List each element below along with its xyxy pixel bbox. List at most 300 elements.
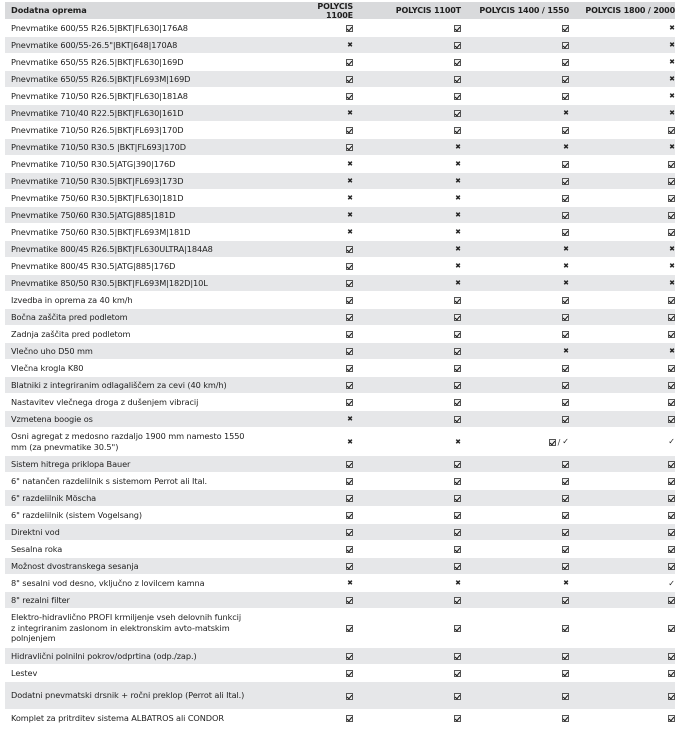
checkbox-checked-icon [562,382,569,389]
cell-value [346,142,353,152]
cell-polycis-1100e [291,91,353,101]
cell-value [562,312,569,322]
checkbox-checked-icon [454,331,461,338]
cell-polycis-1100t [353,91,461,101]
checkbox-checked-icon [562,42,569,49]
cell-value [668,544,675,554]
cell-polycis-1100t [353,346,461,356]
cell-value [454,108,461,118]
cell-polycis-1400-1550 [461,578,569,588]
cell-value [454,329,461,339]
checkbox-checked-icon [549,439,556,446]
cell-value [668,510,675,520]
cell-value [668,380,675,390]
x-mark-icon: ✖ [669,347,675,355]
x-mark-icon: ✖ [563,347,569,355]
checkbox-checked-icon [562,59,569,66]
cell-polycis-1800-2000 [569,159,675,169]
row-label: Pnevmatike 600/55-26.5"|BKT|648|170A8 [11,39,178,50]
cell-value [346,261,353,271]
x-mark-icon: ✖ [563,262,569,270]
checkbox-checked-icon [562,478,569,485]
table-row [5,207,675,224]
cell-polycis-1800-2000 [569,691,675,701]
cell-polycis-1100t [353,363,461,373]
x-mark-icon: ✖ [669,262,675,270]
cell-polycis-1100t [353,312,461,322]
row-label: Vlečno uho D50 mm [11,345,93,356]
checkbox-checked-icon [454,546,461,553]
cell-value [669,261,675,271]
checkbox-checked-icon [562,195,569,202]
cell-polycis-1800-2000 [569,227,675,237]
checkbox-checked-icon [562,653,569,660]
cell-polycis-1100e [291,261,353,271]
cell-polycis-1100e [291,459,353,469]
cell-polycis-1800-2000 [569,414,675,424]
checkbox-checked-icon [668,512,675,519]
checkbox-checked-icon [668,563,675,570]
table-row [5,609,675,648]
checkbox-checked-icon [668,495,675,502]
checkbox-checked-icon [562,25,569,32]
table-row [5,360,675,377]
cell-polycis-1400-1550 [461,74,569,84]
cell-polycis-1100t [353,437,461,447]
row-label: 6" razdelilnik (sistem Vogelsang) [11,509,142,520]
cell-polycis-1800-2000 [569,329,675,339]
cell-polycis-1100e [291,227,353,237]
x-mark-icon: ✖ [455,211,461,219]
cell-polycis-1800-2000 [569,493,675,503]
x-mark-icon: ✖ [455,437,461,446]
cell-polycis-1400-1550 [461,595,569,605]
table-row [5,20,675,37]
checkbox-checked-icon [562,563,569,570]
x-mark-icon: ✖ [347,415,353,423]
x-mark-icon: ✖ [455,177,461,185]
cell-value [668,295,675,305]
header-col-1800-2000: POLYCIS 1800 / 2000 [585,6,675,15]
cell-polycis-1100t [353,295,461,305]
checkbox-checked-icon [562,597,569,604]
x-mark-icon: ✖ [455,579,461,587]
checkbox-checked-icon [668,529,675,536]
cell-value [346,510,353,520]
checkbox-checked-icon [668,461,675,468]
x-mark-icon: ✖ [669,75,675,83]
row-label: Pnevmatike 710/40 R22.5|BKT|FL630|161D [11,107,184,118]
cell-polycis-1100t [353,380,461,390]
cell-value [454,346,461,356]
table-row [5,541,675,558]
equipment-table [5,2,675,727]
cell-value [562,623,569,633]
header-col-1400-1550: POLYCIS 1400 / 1550 [479,6,569,15]
cell-value [454,595,461,605]
cell-value [668,595,675,605]
x-mark-icon: ✖ [455,279,461,287]
checkbox-checked-icon [668,597,675,604]
checkbox-checked-icon [346,365,353,372]
x-mark-icon: ✖ [563,143,569,151]
x-mark-icon: ✖ [669,143,675,151]
cell-value [668,713,675,723]
cell-value [562,91,569,101]
table-row [5,241,675,258]
cell-polycis-1400-1550 [461,713,569,723]
table-row [5,88,675,105]
row-label: Pnevmatike 850/50 R30.5|BKT|FL693M|182D|10L [11,277,208,288]
x-mark-icon: ✖ [455,228,461,236]
x-mark-icon: ✖ [455,160,461,168]
x-mark-icon: ✖ [347,109,353,117]
cell-value [668,691,675,701]
checkbox-checked-icon [668,314,675,321]
cell-value [454,363,461,373]
checkmark-icon: ✓ [668,437,675,446]
checkbox-checked-icon [454,110,461,117]
checkbox-checked-icon [562,178,569,185]
cell-polycis-1100t [353,125,461,135]
cell-polycis-1400-1550 [461,227,569,237]
cell-polycis-1400-1550 [461,295,569,305]
cell-polycis-1100t [353,544,461,554]
table-row [5,490,675,507]
cell-polycis-1800-2000 [569,312,675,322]
checkbox-checked-icon [668,229,675,236]
checkbox-checked-icon [562,76,569,83]
table-row [5,394,675,411]
cell-value [668,329,675,339]
checkbox-checked-icon [668,195,675,202]
cell-value [346,476,353,486]
cell-polycis-1100t [353,278,461,288]
table-row [5,411,675,428]
checkbox-checked-icon [346,76,353,83]
cell-value [346,23,353,33]
cell-value [668,459,675,469]
table-row [5,377,675,394]
cell-polycis-1100e [291,125,353,135]
checkbox-checked-icon [454,297,461,304]
cell-value [454,691,461,701]
checkbox-checked-icon [668,297,675,304]
cell-value [454,380,461,390]
cell-value [454,544,461,554]
cell-value [346,57,353,67]
row-label: Vzmetena boogie os [11,413,93,424]
checkbox-checked-icon [346,246,353,253]
row-label: Blatniki z integriranim odlagališčem za cevi (40 km/h) [11,379,227,390]
checkbox-checked-icon [454,478,461,485]
checkbox-checked-icon [454,670,461,677]
cell-value [669,40,675,50]
table-row [5,592,675,609]
row-label: 6" razdelilnik Möscha [11,492,97,503]
table-row [5,710,675,727]
cell-polycis-1800-2000 [569,108,675,118]
row-label: Vlečna krogla K80 [11,362,84,373]
cell-value [346,527,353,537]
cell-value [346,312,353,322]
checkbox-checked-icon [668,478,675,485]
cell-polycis-1100t [353,23,461,33]
checkbox-checked-icon [346,512,353,519]
cell-polycis-1100e [291,544,353,554]
cell-polycis-1100e [291,329,353,339]
cell-polycis-1100e [291,159,353,169]
cell-value [668,159,675,169]
cell-polycis-1100e [291,561,353,571]
cell-polycis-1100e [291,623,353,633]
checkbox-checked-icon [562,161,569,168]
cell-value [669,278,675,288]
cell-polycis-1100e [291,363,353,373]
header-col-1100t: POLYCIS 1100T [395,6,461,15]
cell-polycis-1400-1550 [461,210,569,220]
cell-value [668,527,675,537]
cell-polycis-1400-1550 [461,244,569,254]
table-row [5,456,675,473]
checkbox-checked-icon [454,512,461,519]
checkbox-checked-icon [346,263,353,270]
checkbox-checked-icon [454,416,461,423]
cell-polycis-1400-1550 [461,414,569,424]
cell-value [562,363,569,373]
row-label: Komplet za pritrditev sistema ALBATROS ali CONDOR [11,712,224,723]
row-label: Pnevmatike 710/50 R30.5|BKT|FL693|173D [11,175,184,186]
row-label: Pnevmatike 650/55 R26.5|BKT|FL693M|169D [11,73,191,84]
checkbox-checked-icon [562,416,569,423]
cell-value [454,527,461,537]
cell-polycis-1100e [291,23,353,33]
cell-value [669,346,675,356]
checkbox-checked-icon [346,461,353,468]
row-label: Lestev [11,667,38,678]
cell-value [454,651,461,661]
cell-value [346,380,353,390]
cell-polycis-1100t [353,668,461,678]
cell-polycis-1100e [291,713,353,723]
cell-value [346,595,353,605]
cell-value [562,380,569,390]
cell-value [346,244,353,254]
cell-polycis-1400-1550 [461,397,569,407]
cell-value [562,527,569,537]
cell-value [669,57,675,67]
checkbox-checked-icon [454,365,461,372]
cell-polycis-1400-1550 [461,142,569,152]
x-mark-icon: ✖ [347,194,353,202]
cell-polycis-1100t [353,210,461,220]
cell-polycis-1800-2000 [569,91,675,101]
table-row [5,473,675,490]
x-mark-icon: ✖ [347,579,353,587]
cell-polycis-1100t [353,142,461,152]
cell-polycis-1400-1550 [461,437,569,447]
cell-value [562,595,569,605]
cell-value [562,651,569,661]
cell-polycis-1800-2000 [569,595,675,605]
checkbox-checked-icon [562,399,569,406]
row-label: Pnevmatike 750/60 R30.5|ATG|885|181D [11,209,176,220]
cell-value [562,176,569,186]
cell-polycis-1800-2000 [569,193,675,203]
checkbox-checked-icon [562,512,569,519]
cell-polycis-1100t [353,329,461,339]
cell-value [549,437,569,447]
checkbox-checked-icon [562,331,569,338]
cell-polycis-1400-1550 [461,159,569,169]
checkbox-checked-icon [668,382,675,389]
cell-value [562,23,569,33]
row-label: Pnevmatike 710/50 R30.5|ATG|390|176D [11,158,176,169]
table-row [5,558,675,575]
cell-polycis-1800-2000 [569,578,675,588]
row-label: Izvedba in oprema za 40 km/h [11,294,133,305]
table-row [5,71,675,88]
cell-value [562,713,569,723]
cell-polycis-1400-1550 [461,459,569,469]
cell-polycis-1400-1550 [461,691,569,701]
table-row [5,224,675,241]
cell-value [562,295,569,305]
checkbox-checked-icon [346,563,353,570]
row-label: Možnost dvostranskega sesanja [11,560,139,571]
cell-polycis-1100e [291,510,353,520]
x-mark-icon: ✖ [563,279,569,287]
cell-value [668,397,675,407]
header-label: Dodatna oprema [11,5,87,16]
checkbox-checked-icon [562,212,569,219]
cell-value [346,125,353,135]
checkbox-checked-icon [454,495,461,502]
cell-polycis-1100t [353,74,461,84]
cell-polycis-1100e [291,108,353,118]
cell-polycis-1800-2000 [569,510,675,520]
checkbox-checked-icon [346,625,353,632]
cell-polycis-1100t [353,578,461,588]
cell-value [454,397,461,407]
checkbox-checked-icon [346,348,353,355]
cell-polycis-1800-2000 [569,40,675,50]
cell-value [454,459,461,469]
cell-value [454,668,461,678]
x-mark-icon: ✖ [669,109,675,117]
cell-value [346,278,353,288]
checkbox-checked-icon [346,314,353,321]
cell-polycis-1100e [291,668,353,678]
checkbox-checked-icon [454,25,461,32]
cell-value [562,510,569,520]
cell-value [668,437,675,447]
cell-value [346,493,353,503]
checkbox-checked-icon [346,670,353,677]
cell-value [346,295,353,305]
checkbox-checked-icon [454,348,461,355]
cell-polycis-1800-2000 [569,244,675,254]
cell-value [668,578,675,588]
table-row [5,173,675,190]
cell-polycis-1100e [291,346,353,356]
row-label: Bočna zaščita pred podletom [11,311,128,322]
checkbox-checked-icon [346,597,353,604]
cell-polycis-1800-2000 [569,561,675,571]
cell-polycis-1100e [291,476,353,486]
cell-value [346,459,353,469]
checkbox-checked-icon [346,382,353,389]
cell-value [346,713,353,723]
checkbox-checked-icon [346,25,353,32]
row-label: Direktni vod [11,526,60,537]
row-label: Nastavitev vlečnega droga z dušenjem vibracij [11,396,199,407]
cell-value [454,295,461,305]
checkbox-checked-icon [562,670,569,677]
checkbox-checked-icon [346,59,353,66]
cell-polycis-1100e [291,414,353,424]
cell-value [562,40,569,50]
cell-polycis-1100e [291,595,353,605]
checkbox-checked-icon [562,693,569,700]
x-mark-icon: ✖ [563,245,569,253]
cell-polycis-1800-2000 [569,74,675,84]
cell-value [454,713,461,723]
cell-value [454,40,461,50]
checkbox-checked-icon [454,59,461,66]
table-body [5,20,675,727]
table-row [5,105,675,122]
cell-value [562,691,569,701]
checkbox-checked-icon [454,529,461,536]
cell-value [669,74,675,84]
row-label: Sesalna roka [11,543,63,554]
cell-polycis-1100t [353,561,461,571]
cell-value [454,623,461,633]
table-header-row [5,2,675,20]
cell-polycis-1100t [353,623,461,633]
cell-polycis-1800-2000 [569,476,675,486]
cell-value [454,493,461,503]
cell-polycis-1800-2000 [569,651,675,661]
checkbox-checked-icon [454,127,461,134]
cell-polycis-1400-1550 [461,668,569,678]
cell-polycis-1400-1550 [461,346,569,356]
cell-polycis-1800-2000 [569,437,675,447]
checkbox-checked-icon [454,693,461,700]
checkbox-checked-icon [668,416,675,423]
cell-polycis-1400-1550 [461,193,569,203]
checkbox-checked-icon [668,693,675,700]
cell-value [669,23,675,33]
cell-polycis-1100e [291,142,353,152]
checkbox-checked-icon [346,478,353,485]
cell-value [668,561,675,571]
cell-value [346,691,353,701]
checkbox-checked-icon [668,670,675,677]
cell-value [346,346,353,356]
cell-polycis-1400-1550 [461,561,569,571]
x-mark-icon: ✖ [455,194,461,202]
cell-polycis-1100t [353,176,461,186]
cell-value [668,414,675,424]
row-label: Osni agregat z medosno razdaljo 1900 mm namesto 1550 mm (za pnevmatike 30.5") [11,431,245,452]
cell-polycis-1100t [353,40,461,50]
cell-polycis-1100t [353,595,461,605]
cell-value [669,108,675,118]
checkbox-checked-icon [346,529,353,536]
cell-polycis-1400-1550 [461,651,569,661]
